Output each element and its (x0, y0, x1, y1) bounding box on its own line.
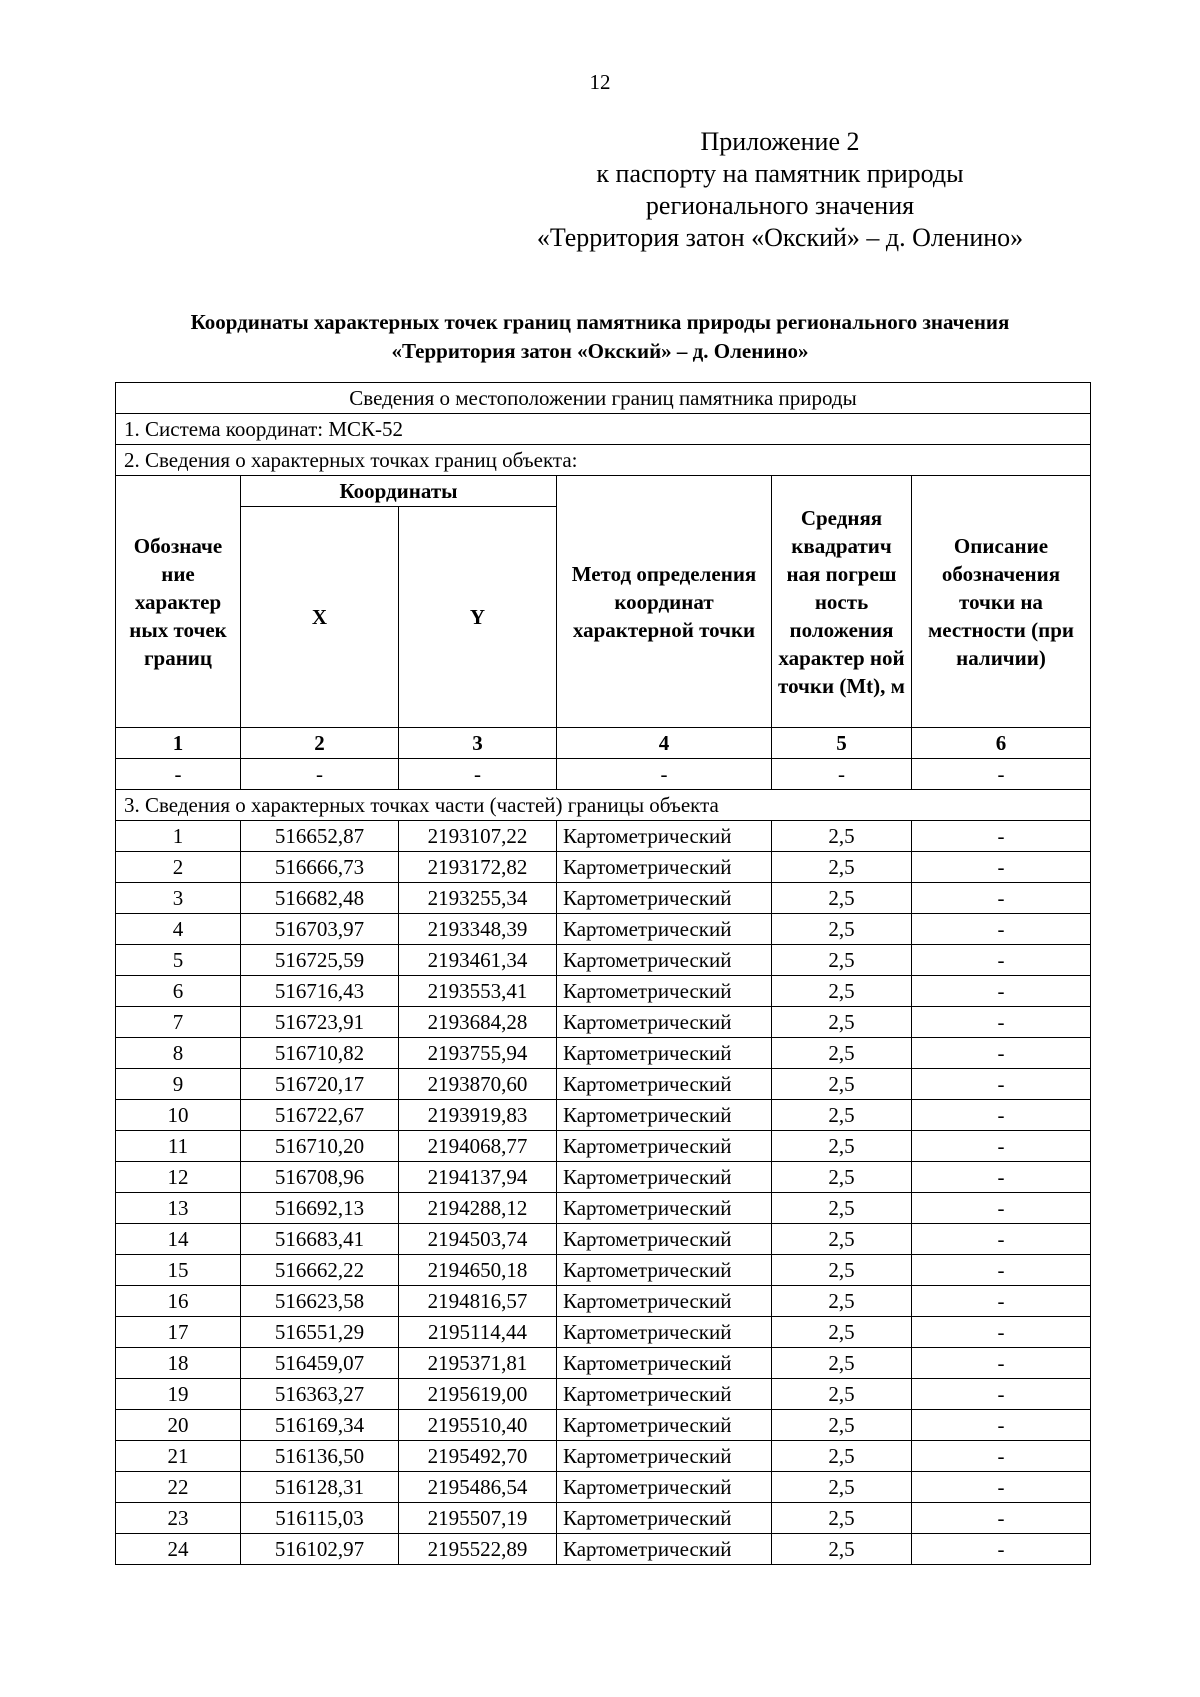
table-row (116, 1472, 1091, 1503)
x-coordinate: 516725,59 (241, 945, 399, 976)
y-coordinate: 2193919,83 (399, 1100, 557, 1131)
method-cell: Картометрический (557, 914, 772, 945)
y-coordinate: 2195114,44 (399, 1317, 557, 1348)
x-coordinate: 516723,91 (241, 1007, 399, 1038)
x-coordinate: 516710,82 (241, 1038, 399, 1069)
error-cell: 2,5 (772, 1100, 912, 1131)
description-cell: - (912, 821, 1091, 852)
method-cell: Картометрический (557, 1069, 772, 1100)
error-cell: 2,5 (772, 914, 912, 945)
method-cell: Картометрический (557, 1441, 772, 1472)
error-cell: 2,5 (772, 883, 912, 914)
coordinates-table (115, 382, 1091, 1565)
point-number: 6 (116, 976, 241, 1007)
table-row (116, 1131, 1091, 1162)
y-coordinate: 2193107,22 (399, 821, 557, 852)
coordinate-system: 1. Система координат: МСК-52 (116, 414, 1091, 445)
point-number: 20 (116, 1410, 241, 1441)
error-cell: 2,5 (772, 976, 912, 1007)
point-number: 12 (116, 1162, 241, 1193)
table-row (116, 1162, 1091, 1193)
empty-cell: - (557, 759, 772, 790)
description-cell: - (912, 883, 1091, 914)
error-cell: 2,5 (772, 1255, 912, 1286)
y-coordinate: 2195371,81 (399, 1348, 557, 1379)
x-coordinate: 516551,29 (241, 1317, 399, 1348)
x-coordinate: 516722,67 (241, 1100, 399, 1131)
point-number: 13 (116, 1193, 241, 1224)
description-cell: - (912, 1534, 1091, 1565)
method-cell: Картометрический (557, 1503, 772, 1534)
x-coordinate: 516666,73 (241, 852, 399, 883)
method-cell: Картометрический (557, 1286, 772, 1317)
error-cell: 2,5 (772, 1317, 912, 1348)
column-number: 2 (241, 728, 399, 759)
x-coordinate: 516716,43 (241, 976, 399, 1007)
point-number: 7 (116, 1007, 241, 1038)
description-cell: - (912, 945, 1091, 976)
description-cell: - (912, 1317, 1091, 1348)
x-coordinate: 516682,48 (241, 883, 399, 914)
document-title (100, 308, 1100, 366)
method-cell: Картометрический (557, 1317, 772, 1348)
point-number: 5 (116, 945, 241, 976)
point-number: 10 (116, 1100, 241, 1131)
appendix-line-1: Приложение 2 (700, 127, 860, 156)
method-cell: Картометрический (557, 1534, 772, 1565)
description-cell: - (912, 1348, 1091, 1379)
point-number: 15 (116, 1255, 241, 1286)
header-y: Y (399, 507, 557, 728)
method-cell: Картометрический (557, 1224, 772, 1255)
y-coordinate: 2194503,74 (399, 1224, 557, 1255)
title-line-1: Координаты характерных точек границ памятника природы регионального значения (190, 310, 1010, 334)
x-coordinate: 516662,22 (241, 1255, 399, 1286)
header-coordinates: Координаты (241, 476, 557, 507)
x-coordinate: 516652,87 (241, 821, 399, 852)
table-row (116, 1348, 1091, 1379)
y-coordinate: 2194137,94 (399, 1162, 557, 1193)
description-cell: - (912, 1038, 1091, 1069)
method-cell: Картометрический (557, 1472, 772, 1503)
error-cell: 2,5 (772, 1224, 912, 1255)
y-coordinate: 2193755,94 (399, 1038, 557, 1069)
x-coordinate: 516115,03 (241, 1503, 399, 1534)
table-row (116, 1379, 1091, 1410)
method-cell: Картометрический (557, 883, 772, 914)
x-coordinate: 516703,97 (241, 914, 399, 945)
y-coordinate: 2195486,54 (399, 1472, 557, 1503)
point-number: 17 (116, 1317, 241, 1348)
header-error: Средняя квадратич ная погреш ность положения характер ной точки (Mt), м (772, 476, 912, 728)
method-cell: Картометрический (557, 1038, 772, 1069)
method-cell: Картометрический (557, 1348, 772, 1379)
description-cell: - (912, 1162, 1091, 1193)
y-coordinate: 2194650,18 (399, 1255, 557, 1286)
table-row (116, 1410, 1091, 1441)
column-number: 4 (557, 728, 772, 759)
method-cell: Картометрический (557, 1131, 772, 1162)
empty-cell: - (772, 759, 912, 790)
point-number: 9 (116, 1069, 241, 1100)
error-cell: 2,5 (772, 1193, 912, 1224)
error-cell: 2,5 (772, 1007, 912, 1038)
point-number: 3 (116, 883, 241, 914)
section-header: Сведения о местоположении границ памятника природы (116, 383, 1091, 414)
point-number: 8 (116, 1038, 241, 1069)
y-coordinate: 2193684,28 (399, 1007, 557, 1038)
y-coordinate: 2195522,89 (399, 1534, 557, 1565)
empty-cell: - (399, 759, 557, 790)
table-row (116, 1534, 1091, 1565)
x-coordinate: 516692,13 (241, 1193, 399, 1224)
y-coordinate: 2194068,77 (399, 1131, 557, 1162)
y-coordinate: 2194816,57 (399, 1286, 557, 1317)
empty-cell: - (116, 759, 241, 790)
point-number: 19 (116, 1379, 241, 1410)
point-number: 14 (116, 1224, 241, 1255)
table-row (116, 1224, 1091, 1255)
description-cell: - (912, 1472, 1091, 1503)
appendix-line-3: регионального значения (645, 191, 915, 220)
title-line-2: «Территория затон «Окский» – д. Оленино» (391, 339, 809, 363)
header-description: Описание обозначения точки на местности (при наличии) (912, 476, 1091, 728)
empty-cell: - (912, 759, 1091, 790)
x-coordinate: 516683,41 (241, 1224, 399, 1255)
method-cell: Картометрический (557, 1162, 772, 1193)
x-coordinate: 516128,31 (241, 1472, 399, 1503)
error-cell: 2,5 (772, 1348, 912, 1379)
point-number: 11 (116, 1131, 241, 1162)
description-cell: - (912, 1131, 1091, 1162)
y-coordinate: 2193255,34 (399, 883, 557, 914)
method-cell: Картометрический (557, 1379, 772, 1410)
point-number: 18 (116, 1348, 241, 1379)
y-coordinate: 2195492,70 (399, 1441, 557, 1472)
point-number: 1 (116, 821, 241, 852)
appendix-heading (500, 126, 1060, 254)
table-row (116, 945, 1091, 976)
error-cell: 2,5 (772, 1038, 912, 1069)
point-number: 16 (116, 1286, 241, 1317)
table-row (116, 821, 1091, 852)
error-cell: 2,5 (772, 1503, 912, 1534)
error-cell: 2,5 (772, 1472, 912, 1503)
table-row (116, 1255, 1091, 1286)
column-number: 3 (399, 728, 557, 759)
x-coordinate: 516459,07 (241, 1348, 399, 1379)
method-cell: Картометрический (557, 1007, 772, 1038)
header-x: X (241, 507, 399, 728)
y-coordinate: 2194288,12 (399, 1193, 557, 1224)
appendix-line-4: «Территория затон «Окский» – д. Оленино» (536, 223, 1024, 252)
error-cell: 2,5 (772, 852, 912, 883)
error-cell: 2,5 (772, 1069, 912, 1100)
x-coordinate: 516623,58 (241, 1286, 399, 1317)
appendix-line-2: к паспорту на памятник природы (596, 159, 964, 188)
description-cell: - (912, 1441, 1091, 1472)
y-coordinate: 2193553,41 (399, 976, 557, 1007)
description-cell: - (912, 1255, 1091, 1286)
error-cell: 2,5 (772, 945, 912, 976)
table-row (116, 1441, 1091, 1472)
column-number: 5 (772, 728, 912, 759)
y-coordinate: 2193172,82 (399, 852, 557, 883)
method-cell: Картометрический (557, 821, 772, 852)
method-cell: Картометрический (557, 1410, 772, 1441)
section-3-title: 3. Сведения о характерных точках части (частей) границы объекта (116, 790, 1091, 821)
table-row (116, 914, 1091, 945)
table-row (116, 1317, 1091, 1348)
method-cell: Картометрический (557, 1193, 772, 1224)
table-row (116, 1503, 1091, 1534)
x-coordinate: 516136,50 (241, 1441, 399, 1472)
table-row (116, 1286, 1091, 1317)
y-coordinate: 2193348,39 (399, 914, 557, 945)
method-cell: Картометрический (557, 945, 772, 976)
method-cell: Картометрический (557, 1100, 772, 1131)
error-cell: 2,5 (772, 1534, 912, 1565)
point-number: 22 (116, 1472, 241, 1503)
description-cell: - (912, 1286, 1091, 1317)
x-coordinate: 516708,96 (241, 1162, 399, 1193)
description-cell: - (912, 914, 1091, 945)
empty-cell: - (241, 759, 399, 790)
description-cell: - (912, 1193, 1091, 1224)
y-coordinate: 2193870,60 (399, 1069, 557, 1100)
column-number: 6 (912, 728, 1091, 759)
point-number: 24 (116, 1534, 241, 1565)
error-cell: 2,5 (772, 1162, 912, 1193)
point-number: 23 (116, 1503, 241, 1534)
point-number: 4 (116, 914, 241, 945)
x-coordinate: 516720,17 (241, 1069, 399, 1100)
table-row (116, 1193, 1091, 1224)
method-cell: Картометрический (557, 1255, 772, 1286)
x-coordinate: 516169,34 (241, 1410, 399, 1441)
error-cell: 2,5 (772, 1379, 912, 1410)
x-coordinate: 516102,97 (241, 1534, 399, 1565)
description-cell: - (912, 1503, 1091, 1534)
header-designation: Обозначе ние характер ных точек границ (116, 476, 241, 728)
error-cell: 2,5 (772, 1286, 912, 1317)
section-2-title: 2. Сведения о характерных точках границ объекта: (116, 445, 1091, 476)
method-cell: Картометрический (557, 976, 772, 1007)
x-coordinate: 516363,27 (241, 1379, 399, 1410)
y-coordinate: 2195507,19 (399, 1503, 557, 1534)
table-row (116, 1007, 1091, 1038)
error-cell: 2,5 (772, 821, 912, 852)
column-number: 1 (116, 728, 241, 759)
description-cell: - (912, 1069, 1091, 1100)
description-cell: - (912, 1379, 1091, 1410)
table-row (116, 852, 1091, 883)
description-cell: - (912, 852, 1091, 883)
error-cell: 2,5 (772, 1441, 912, 1472)
page-number: 12 (589, 70, 611, 94)
y-coordinate: 2193461,34 (399, 945, 557, 976)
method-cell: Картометрический (557, 852, 772, 883)
table-row (116, 883, 1091, 914)
x-coordinate: 516710,20 (241, 1131, 399, 1162)
table-row (116, 1038, 1091, 1069)
description-cell: - (912, 1100, 1091, 1131)
y-coordinate: 2195510,40 (399, 1410, 557, 1441)
table-row (116, 1100, 1091, 1131)
error-cell: 2,5 (772, 1410, 912, 1441)
description-cell: - (912, 1007, 1091, 1038)
error-cell: 2,5 (772, 1131, 912, 1162)
description-cell: - (912, 1410, 1091, 1441)
table-row (116, 976, 1091, 1007)
description-cell: - (912, 1224, 1091, 1255)
header-method: Метод определения координат характерной точки (557, 476, 772, 728)
point-number: 2 (116, 852, 241, 883)
point-number: 21 (116, 1441, 241, 1472)
description-cell: - (912, 976, 1091, 1007)
table-row (116, 1069, 1091, 1100)
y-coordinate: 2195619,00 (399, 1379, 557, 1410)
